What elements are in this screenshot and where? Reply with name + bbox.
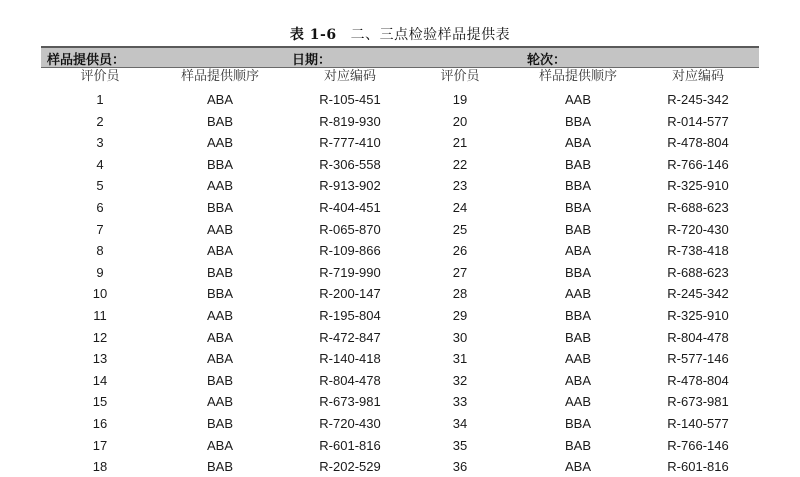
provider-label: 样品提供员： (47, 53, 126, 68)
table-row (0, 392, 800, 412)
table-row (0, 263, 800, 283)
table-row (0, 241, 800, 261)
order-cell: AAB (564, 286, 591, 302)
evaluator-cell: 10 (92, 286, 108, 302)
code-cell: R-766-146 (667, 156, 729, 172)
evaluator-cell: 6 (96, 200, 104, 215)
code-cell: R-766-146 (667, 437, 729, 453)
table-row (0, 112, 800, 132)
order-cell: AAB (206, 394, 233, 410)
order-cell: BAB (206, 113, 233, 129)
order-cell: BBA (206, 286, 233, 302)
evaluator-cell: 1 (96, 92, 104, 107)
evaluator-cell: 31 (452, 351, 468, 367)
code-cell: R-720-430 (667, 221, 729, 237)
table-row (0, 133, 800, 153)
table-row (0, 198, 800, 218)
order-cell: ABA (206, 437, 233, 453)
order-cell: AAB (564, 394, 591, 410)
evaluator-cell: 18 (92, 459, 108, 475)
code-cell: R-325-910 (667, 308, 729, 323)
order-cell: BBA (564, 264, 591, 280)
round-label: 轮次： (527, 53, 567, 68)
evaluator-cell: 24 (452, 200, 468, 215)
evaluator-cell: 16 (92, 416, 108, 431)
evaluator-cell: 36 (452, 459, 468, 475)
order-cell: ABA (206, 329, 233, 345)
order-cell: BBA (564, 308, 591, 323)
order-cell: BAB (206, 264, 233, 280)
code-cell: R-577-146 (667, 351, 729, 367)
order-cell: AAB (206, 221, 233, 237)
order-cell: BBA (564, 113, 591, 129)
evaluator-cell: 17 (92, 437, 108, 453)
code-cell: R-804-478 (667, 329, 729, 345)
code-cell: R-109-866 (319, 243, 381, 259)
evaluator-cell: 15 (92, 394, 108, 410)
evaluator-cell: 19 (452, 92, 468, 107)
evaluator-cell: 33 (452, 394, 468, 410)
code-cell: R-478-804 (667, 372, 729, 388)
evaluator-cell: 26 (452, 243, 468, 259)
code-cell: R-014-577 (667, 113, 729, 129)
code-cell: R-738-418 (667, 243, 729, 259)
order-cell: BAB (206, 416, 233, 431)
table-caption (0, 24, 800, 44)
code-cell: R-601-816 (667, 459, 729, 475)
code-cell: R-245-342 (667, 92, 729, 107)
code-cell: R-688-623 (667, 200, 729, 215)
evaluator-cell: 21 (452, 135, 468, 151)
order-cell: AAB (206, 308, 233, 323)
code-cell: R-140-577 (667, 416, 729, 431)
order-cell: AAB (206, 135, 233, 151)
table-row (0, 176, 800, 196)
code-cell: R-404-451 (319, 200, 381, 215)
order-cell: BAB (564, 156, 591, 172)
table-row (0, 90, 800, 110)
table-row (0, 349, 800, 369)
order-cell: BBA (564, 200, 591, 215)
order-cell: BBA (564, 416, 591, 431)
order-cell: BAB (206, 459, 233, 475)
order-cell: BAB (564, 329, 591, 345)
order-cell: BBA (564, 178, 591, 194)
column-header-row (0, 67, 800, 87)
code-cell: R-601-816 (319, 437, 381, 453)
code-cell: R-688-623 (667, 264, 729, 280)
code-cell: R-105-451 (319, 92, 381, 107)
code-cell: R-200-147 (319, 286, 381, 302)
evaluator-cell: 13 (92, 351, 108, 367)
evaluator-cell: 30 (452, 329, 468, 345)
table-number: 表 1-6 (289, 27, 337, 43)
evaluator-cell: 23 (452, 178, 468, 194)
code-cell: R-325-910 (667, 178, 729, 194)
evaluator-cell: 4 (96, 156, 104, 172)
order-cell: ABA (564, 243, 591, 259)
evaluator-cell: 28 (452, 286, 468, 302)
code-cell: R-245-342 (667, 286, 729, 302)
code-cell: R-065-870 (319, 221, 381, 237)
evaluator-cell: 8 (96, 243, 104, 259)
code-cell: R-472-847 (319, 329, 381, 345)
table-row (0, 155, 800, 175)
evaluator-cell: 3 (96, 135, 104, 151)
order-cell: AAB (564, 351, 591, 367)
evaluator-cell: 2 (96, 113, 104, 129)
column-header-evaluator: 评价员 (440, 69, 480, 84)
evaluator-cell: 22 (452, 156, 468, 172)
code-cell: R-719-990 (319, 264, 381, 280)
code-cell: R-202-529 (319, 459, 381, 475)
evaluator-cell: 29 (452, 308, 468, 323)
order-cell: BBA (206, 156, 233, 172)
code-cell: R-140-418 (319, 351, 381, 367)
table-title: 二、三点检验样品提供表 (350, 27, 511, 43)
evaluator-cell: 35 (452, 437, 468, 453)
column-header-code: 对应编码 (323, 69, 376, 84)
order-cell: ABA (564, 372, 591, 388)
table-row (0, 457, 800, 477)
code-cell: R-819-930 (319, 113, 381, 129)
column-header-evaluator: 评价员 (80, 69, 120, 84)
table-row (0, 414, 800, 434)
evaluator-cell: 27 (452, 264, 468, 280)
order-cell: ABA (564, 459, 591, 475)
order-cell: AAB (206, 178, 233, 194)
evaluator-cell: 14 (92, 372, 108, 388)
order-cell: BAB (564, 437, 591, 453)
evaluator-cell: 12 (92, 329, 108, 345)
table-row (0, 371, 800, 391)
code-cell: R-478-804 (667, 135, 729, 151)
order-cell: AAB (564, 92, 591, 107)
order-cell: BBA (206, 200, 233, 215)
order-cell: BAB (206, 372, 233, 388)
code-cell: R-804-478 (319, 372, 381, 388)
evaluator-cell: 7 (96, 221, 104, 237)
code-cell: R-777-410 (319, 135, 381, 151)
column-header-order: 样品提供顺序 (180, 69, 259, 84)
code-cell: R-720-430 (319, 416, 381, 431)
evaluator-cell: 32 (452, 372, 468, 388)
evaluator-cell: 9 (96, 264, 104, 280)
column-header-code: 对应编码 (671, 69, 724, 84)
order-cell: ABA (206, 92, 233, 107)
order-cell: BAB (564, 221, 591, 237)
column-header-order: 样品提供顺序 (538, 69, 617, 84)
evaluator-cell: 20 (452, 113, 468, 129)
code-cell: R-913-902 (319, 178, 381, 194)
evaluator-cell: 25 (452, 221, 468, 237)
order-cell: ABA (564, 135, 591, 151)
table-row (0, 220, 800, 240)
table-row (0, 306, 800, 326)
date-label: 日期： (292, 53, 332, 68)
code-cell: R-673-981 (667, 394, 729, 410)
evaluator-cell: 11 (93, 308, 107, 323)
meta-bar (41, 46, 759, 68)
evaluator-cell: 34 (452, 416, 468, 431)
code-cell: R-195-804 (319, 308, 381, 323)
code-cell: R-673-981 (319, 394, 381, 410)
code-cell: R-306-558 (319, 156, 381, 172)
table-row (0, 328, 800, 348)
table-row (0, 284, 800, 304)
table-row (0, 436, 800, 456)
order-cell: ABA (206, 351, 233, 367)
evaluator-cell: 5 (96, 178, 104, 194)
order-cell: ABA (206, 243, 233, 259)
